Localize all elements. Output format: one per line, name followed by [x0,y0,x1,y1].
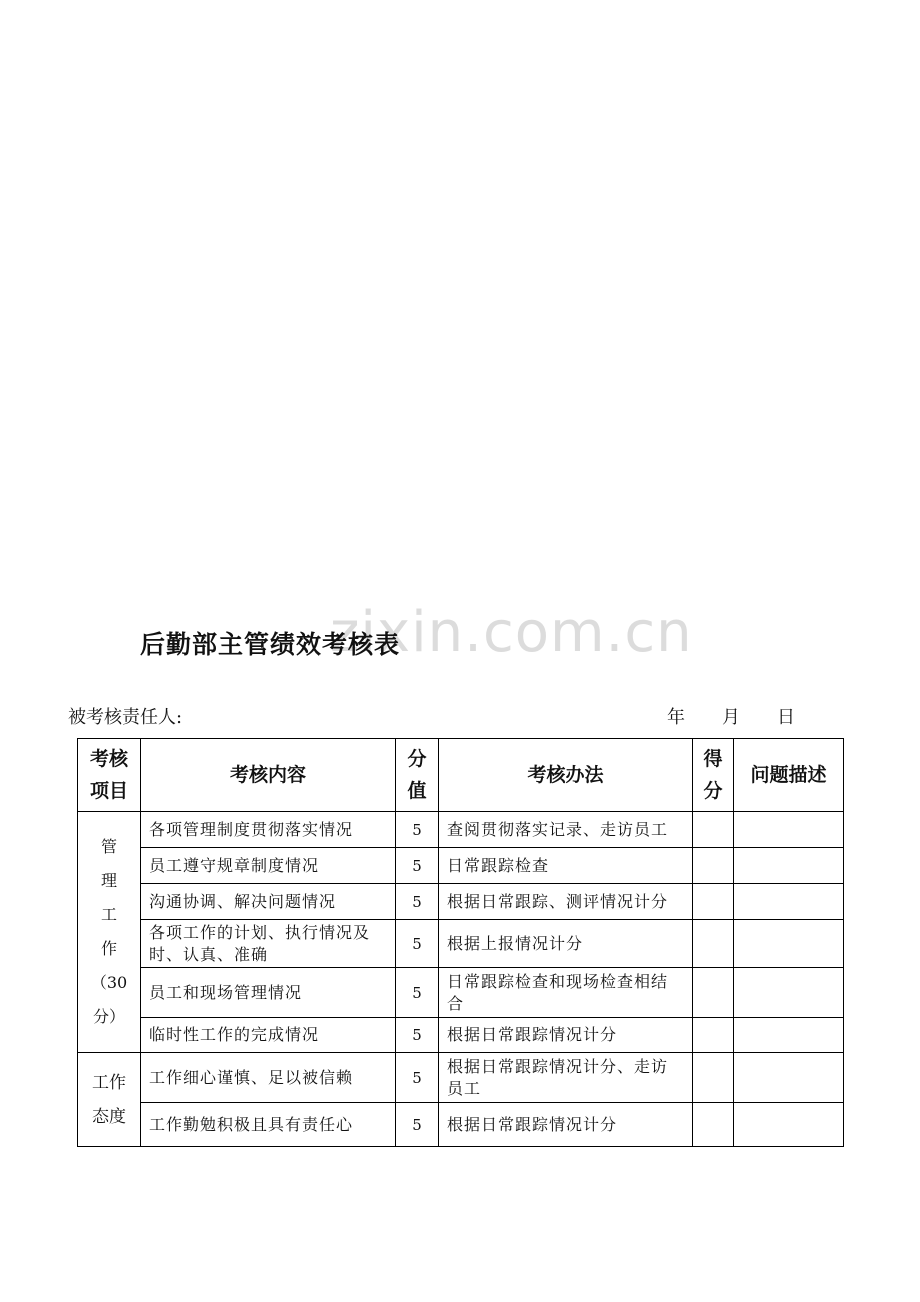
page-title: 后勤部主管绩效考核表 [140,630,401,659]
date-year-label: 年 [667,707,685,728]
got-cell[interactable] [693,1103,734,1147]
method-cell: 根据日常跟踪、测评情况计分 [439,884,693,920]
issue-cell[interactable] [734,1053,844,1103]
content-cell: 工作勤勉积极且具有责任心 [141,1103,396,1147]
got-cell[interactable] [693,920,734,968]
issue-cell[interactable] [734,848,844,884]
assessment-table [77,738,844,1147]
content-cell: 员工和现场管理情况 [141,968,396,1018]
score-cell: 5 [396,1103,439,1147]
table-row [78,920,844,968]
got-cell[interactable] [693,1053,734,1103]
method-cell: 日常跟踪检查和现场检查相结合 [439,968,693,1018]
method-cell: 根据日常跟踪情况计分 [439,1018,693,1053]
method-cell: 查阅贯彻落实记录、走访员工 [439,812,693,848]
header-got: 得 分 [693,739,734,812]
header-method: 考核办法 [439,739,693,812]
score-cell: 5 [396,884,439,920]
got-cell[interactable] [693,848,734,884]
score-cell: 5 [396,1053,439,1103]
content-cell: 各项工作的计划、执行情况及时、认真、准确 [141,920,396,968]
method-cell: 根据日常跟踪情况计分、走访员工 [439,1053,693,1103]
issue-cell[interactable] [734,968,844,1018]
table-row [78,812,844,848]
table-row [78,1103,844,1147]
table-header-row [78,739,844,812]
issue-cell[interactable] [734,920,844,968]
got-cell[interactable] [693,884,734,920]
got-cell[interactable] [693,968,734,1018]
content-cell: 临时性工作的完成情况 [141,1018,396,1053]
content-cell: 各项管理制度贯彻落实情况 [141,812,396,848]
issue-cell[interactable] [734,1018,844,1053]
score-cell: 5 [396,968,439,1018]
content-cell: 工作细心谨慎、足以被信赖 [141,1053,396,1103]
method-cell: 根据日常跟踪情况计分 [439,1103,693,1147]
got-cell[interactable] [693,812,734,848]
score-cell: 5 [396,920,439,968]
method-cell: 日常跟踪检查 [439,848,693,884]
score-cell: 5 [396,812,439,848]
watermark: zixin.com.cn [330,600,693,665]
issue-cell[interactable] [734,884,844,920]
issue-cell[interactable] [734,812,844,848]
category-attitude: 工作 态度 [78,1053,141,1147]
table-row [78,1018,844,1053]
date-day-label: 日 [777,707,795,728]
category-management: 管 理 工 作 （30 分） [78,812,141,1053]
date-month-label: 月 [722,707,740,728]
method-cell: 根据上报情况计分 [439,920,693,968]
table-row [78,1053,844,1103]
content-cell: 沟通协调、解决问题情况 [141,884,396,920]
got-cell[interactable] [693,1018,734,1053]
score-cell: 5 [396,848,439,884]
score-cell: 5 [396,1018,439,1053]
table-row [78,968,844,1018]
table-row [78,848,844,884]
header-score: 分 值 [396,739,439,812]
header-issue: 问题描述 [734,739,844,812]
content-cell: 员工遵守规章制度情况 [141,848,396,884]
issue-cell[interactable] [734,1103,844,1147]
header-category: 考核 项目 [78,739,141,812]
table-row [78,884,844,920]
subject-label: 被考核责任人: [68,707,183,728]
header-content: 考核内容 [141,739,396,812]
